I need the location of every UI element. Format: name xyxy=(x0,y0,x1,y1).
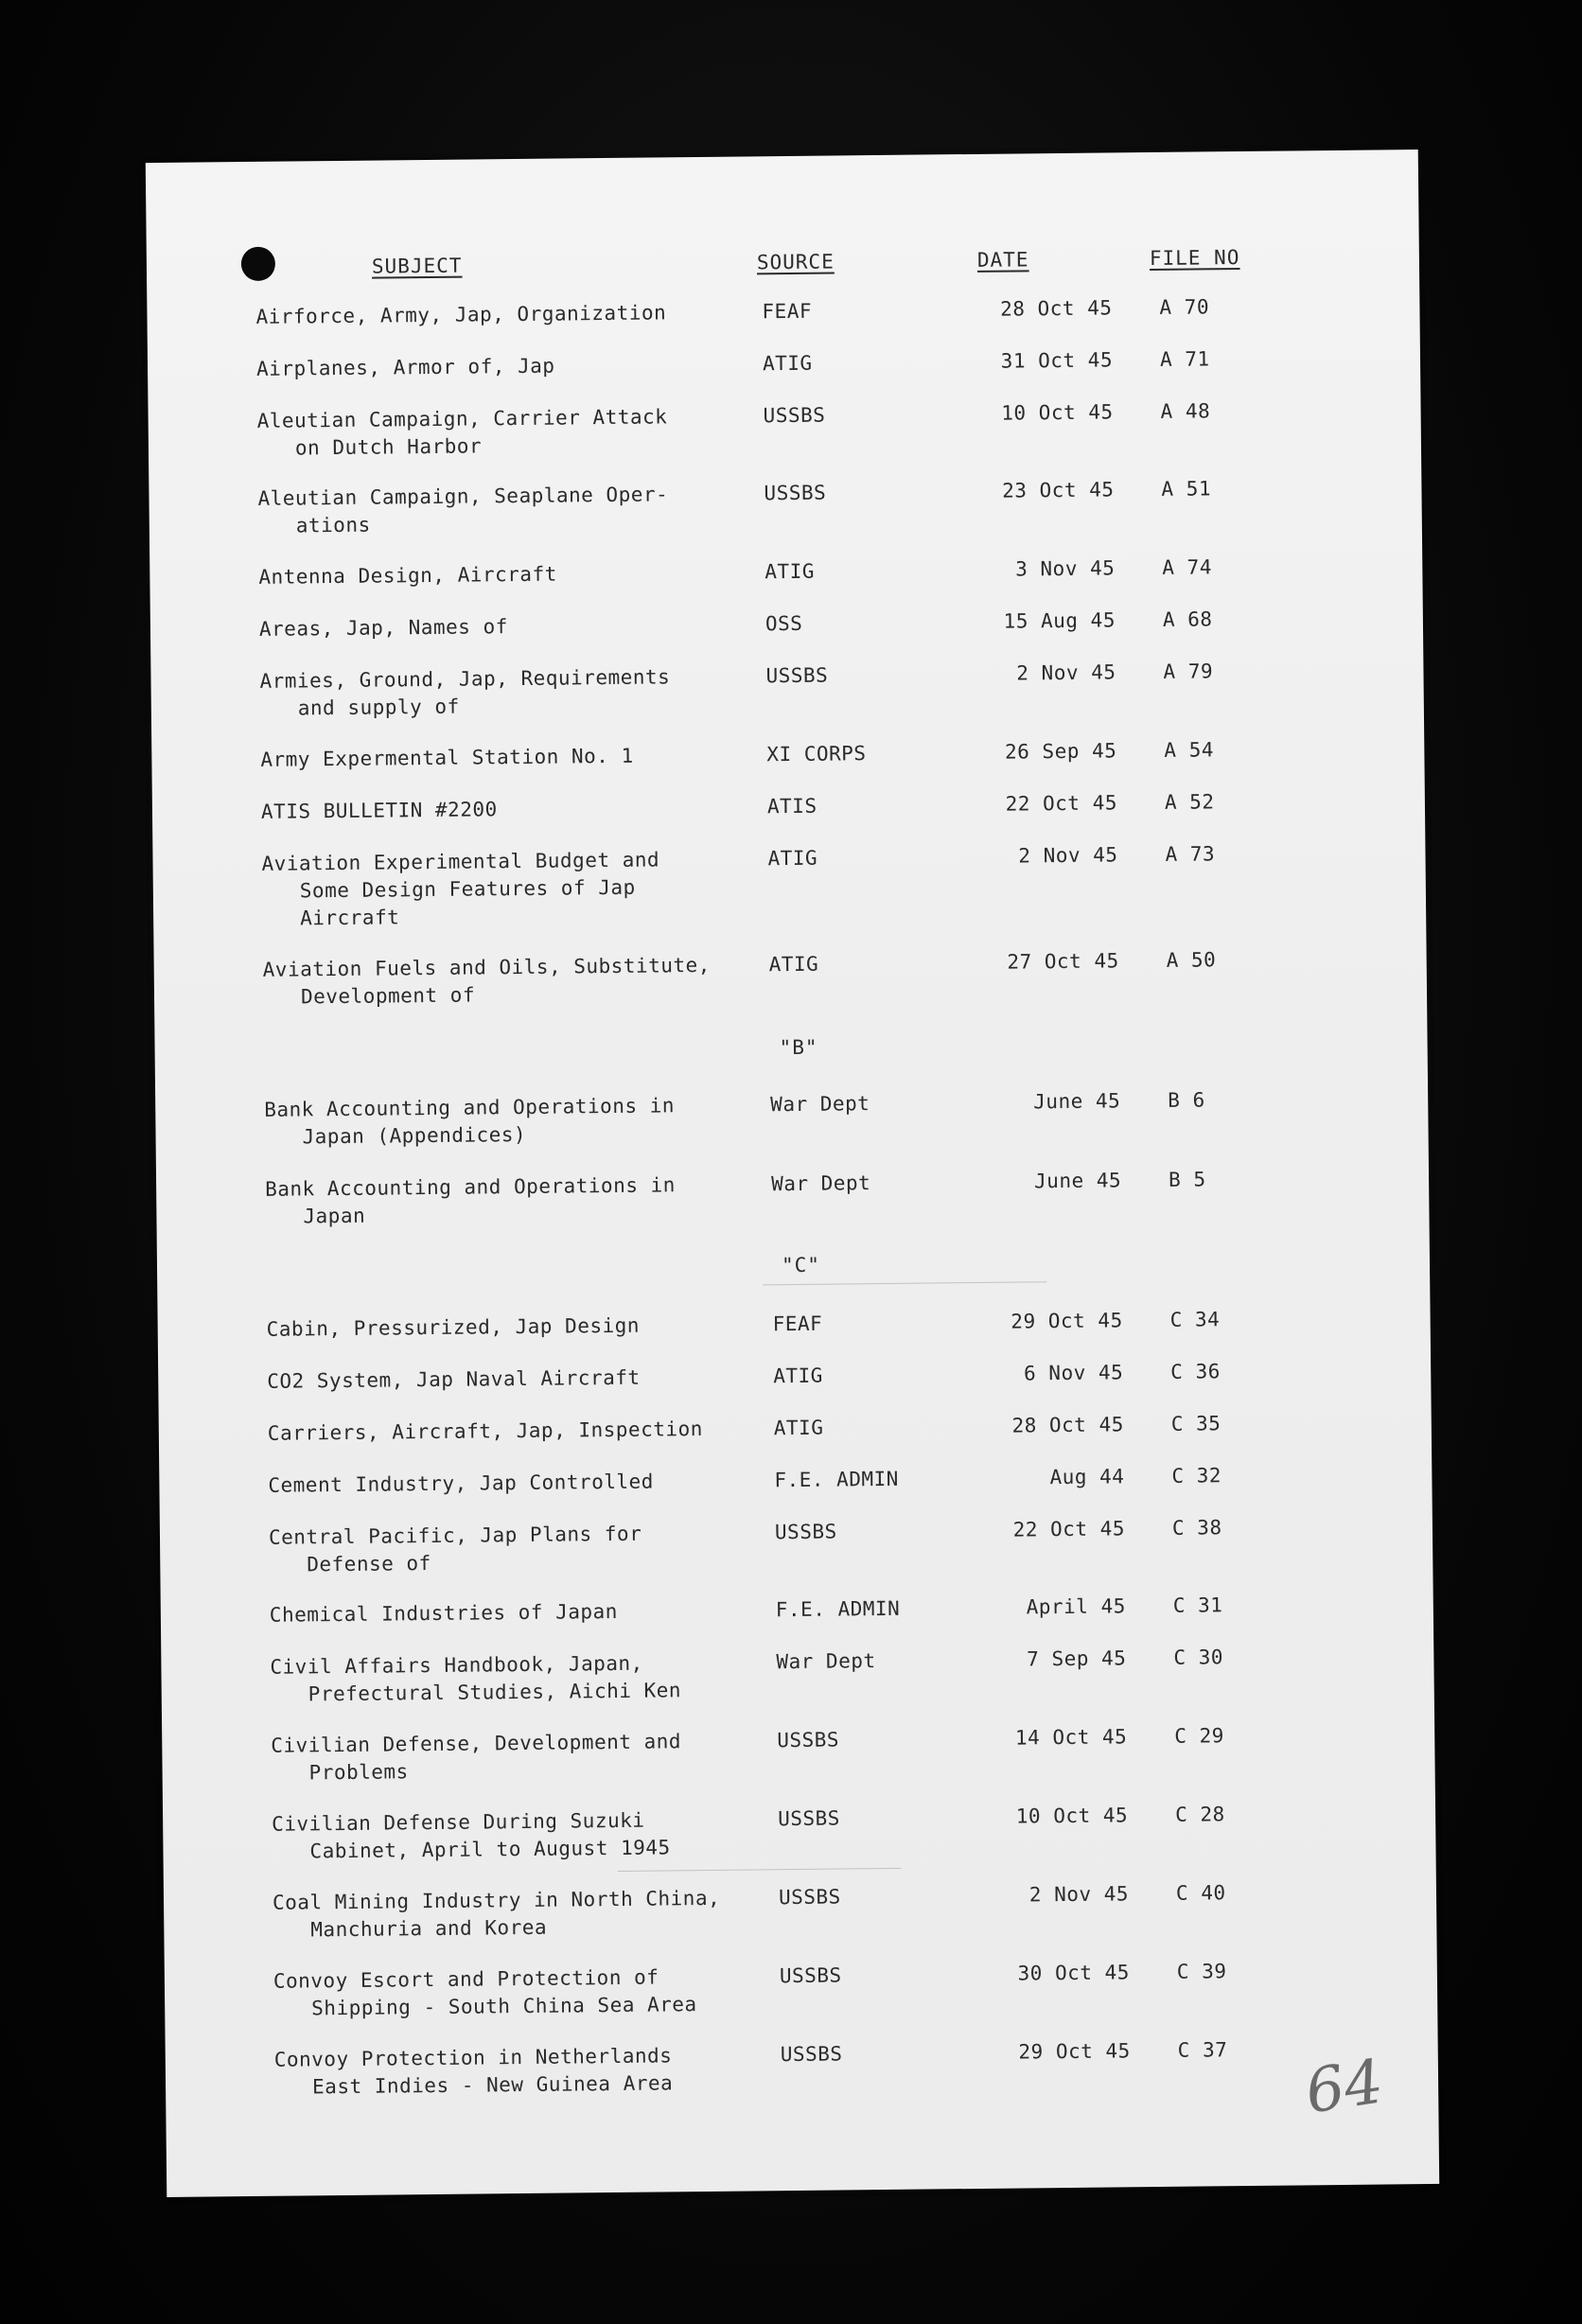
row-file-no: A 52 xyxy=(1164,790,1215,814)
row-file-no: B 5 xyxy=(1168,1168,1206,1191)
row-subject: Civilian Defense During Suzuki xyxy=(272,1808,645,1836)
row-source: ATIG xyxy=(767,846,818,871)
header-source: SOURCE xyxy=(756,250,835,274)
row-source: ATIG xyxy=(768,952,819,977)
row-file-no: C 38 xyxy=(1171,1516,1222,1540)
row-file-no: C 29 xyxy=(1174,1724,1224,1748)
row-source: XI CORPS xyxy=(766,742,867,766)
row-source: USSBS xyxy=(763,403,826,428)
row-date: 30 Oct 45 xyxy=(1017,1961,1130,1985)
table-row xyxy=(150,656,1423,720)
header-date: DATE xyxy=(976,248,1029,272)
table-row xyxy=(161,1642,1433,1706)
row-subject-continued: Some Design Features of Jap xyxy=(299,875,636,903)
row-subject: Convoy Escort and Protection of xyxy=(272,1965,659,1993)
row-file-no: C 32 xyxy=(1171,1464,1222,1488)
table-row xyxy=(165,1956,1437,2020)
row-date: 22 Oct 45 xyxy=(1012,1517,1126,1541)
table-row xyxy=(152,786,1425,823)
row-date: Aug 44 xyxy=(1049,1465,1125,1489)
row-date: 31 Oct 45 xyxy=(1000,348,1114,373)
row-source: USSBS xyxy=(778,1885,841,1910)
row-subject: Chemical Industries of Japan xyxy=(269,1599,618,1627)
row-file-no: A 71 xyxy=(1159,347,1210,371)
row-source: ATIG xyxy=(765,559,816,584)
table-row xyxy=(147,291,1419,328)
row-date: June 45 xyxy=(1033,1089,1121,1114)
table-row xyxy=(149,396,1421,460)
row-subject-continued: Manchuria and Korea xyxy=(310,1915,548,1942)
document-page xyxy=(146,150,1439,2197)
row-source: F.E. ADMIN xyxy=(775,1596,901,1622)
row-file-no: A 70 xyxy=(1159,295,1210,319)
table-row xyxy=(163,1799,1435,1863)
row-date: 2 Nov 45 xyxy=(1018,843,1118,868)
row-file-no: C 36 xyxy=(1170,1360,1221,1383)
row-date: 28 Oct 45 xyxy=(1000,296,1113,321)
row-source: USSBS xyxy=(777,1728,840,1752)
row-file-no: A 50 xyxy=(1166,948,1217,972)
row-date: 6 Nov 45 xyxy=(1023,1361,1124,1385)
row-subject: Areas, Jap, Names of xyxy=(258,615,508,641)
table-row xyxy=(158,1356,1431,1393)
row-file-no: A 79 xyxy=(1163,660,1214,683)
row-subject: Coal Mining Industry in North China, xyxy=(272,1886,721,1914)
row-subject: Aleutian Campaign, Seaplane Oper- xyxy=(257,483,669,510)
handwritten-page-number: 64 xyxy=(1301,2047,1388,2128)
row-subject-continued: Japan (Appendices) xyxy=(302,1122,527,1149)
table-row xyxy=(159,1408,1432,1445)
table-row xyxy=(162,1720,1434,1785)
row-file-no: C 34 xyxy=(1169,1308,1221,1331)
row-subject-continued: Prefectural Studies, Aichi Ken xyxy=(308,1679,682,1706)
row-source: FEAF xyxy=(772,1312,823,1336)
table-row xyxy=(154,944,1427,1009)
row-date: 2 Nov 45 xyxy=(1028,1882,1130,1907)
row-subject: Convoy Protection in Netherlands xyxy=(273,2044,673,2071)
row-date: 28 Oct 45 xyxy=(1011,1413,1124,1437)
row-subject: Army Expermental Station No. 1 xyxy=(260,744,634,771)
row-file-no: A 51 xyxy=(1161,477,1212,501)
row-subject-continued: East Indies - New Guinea Area xyxy=(311,2071,674,2099)
row-date: 2 Nov 45 xyxy=(1016,660,1116,685)
row-file-no: C 37 xyxy=(1177,2038,1228,2062)
row-date: 10 Oct 45 xyxy=(1015,1804,1129,1828)
table-row xyxy=(164,1877,1436,1942)
row-source: USSBS xyxy=(774,1520,837,1544)
row-subject: Cabin, Pressurized, Jap Design xyxy=(266,1313,641,1341)
row-subject-continued: Shipping - South China Sea Area xyxy=(311,1993,697,2020)
row-source: USSBS xyxy=(778,1806,840,1831)
row-file-no: C 30 xyxy=(1173,1646,1224,1669)
row-subject-continued: Japan xyxy=(303,1204,366,1228)
table-row xyxy=(158,1304,1431,1341)
row-source: War Dept xyxy=(770,1171,871,1196)
row-source: USSBS xyxy=(765,663,829,688)
table-row xyxy=(152,838,1425,930)
row-subject: Aleutian Campaign, Carrier Attack xyxy=(256,405,668,432)
row-subject-continued: Aircraft xyxy=(300,906,400,930)
scan-artifact-line xyxy=(763,1281,1046,1285)
row-subject-continued: Cabinet, April to August 1945 xyxy=(309,1836,671,1863)
section-marker-c: "C" xyxy=(781,1253,821,1277)
row-subject: Aviation Fuels and Oils, Substitute, xyxy=(262,953,711,981)
row-file-no: A 68 xyxy=(1162,607,1213,631)
row-date: 22 Oct 45 xyxy=(1005,791,1118,816)
table-row xyxy=(151,734,1424,771)
header-subject: SUBJECT xyxy=(371,254,463,278)
row-subject-continued: and supply of xyxy=(297,695,460,720)
column-headers xyxy=(147,244,1419,295)
row-source: War Dept xyxy=(776,1649,876,1674)
row-source: USSBS xyxy=(764,481,827,505)
row-subject-continued: on Dutch Harbor xyxy=(294,434,483,460)
row-date: 3 Nov 45 xyxy=(1015,556,1116,581)
row-file-no: C 39 xyxy=(1176,1960,1227,1983)
row-subject: ATIS BULLETIN #2200 xyxy=(260,798,498,823)
table-row xyxy=(155,1084,1428,1149)
row-date: 14 Oct 45 xyxy=(1014,1725,1128,1750)
row-date: 23 Oct 45 xyxy=(1002,478,1115,502)
row-file-no: A 54 xyxy=(1164,738,1215,762)
scan-artifact-line xyxy=(618,1868,902,1872)
row-file-no: B 6 xyxy=(1168,1088,1205,1112)
table-row xyxy=(160,1512,1433,1576)
row-source: USSBS xyxy=(779,1963,842,1988)
row-file-no: C 28 xyxy=(1174,1803,1225,1826)
row-source: USSBS xyxy=(780,2042,843,2067)
row-subject-continued: Development of xyxy=(300,983,476,1009)
row-date: 29 Oct 45 xyxy=(1018,2039,1131,2064)
row-source: ATIG xyxy=(773,1364,823,1388)
table-row xyxy=(148,343,1420,380)
table-row xyxy=(156,1164,1429,1228)
row-source: War Dept xyxy=(770,1092,870,1117)
row-date: 29 Oct 45 xyxy=(1011,1309,1123,1333)
row-file-no: A 74 xyxy=(1162,555,1213,579)
table-row xyxy=(161,1590,1433,1627)
row-subject-continued: Problems xyxy=(308,1760,409,1785)
row-subject: Aviation Experimental Budget and xyxy=(261,848,660,875)
row-subject-continued: Defense of xyxy=(307,1552,431,1576)
row-subject-continued: ations xyxy=(295,513,371,537)
table-row xyxy=(149,552,1422,589)
table-row xyxy=(149,473,1421,537)
row-date: 7 Sep 45 xyxy=(1027,1646,1127,1671)
table-row xyxy=(150,604,1423,641)
row-date: April 45 xyxy=(1026,1594,1126,1619)
row-date: 15 Aug 45 xyxy=(1003,608,1116,633)
row-subject: Armies, Ground, Jap, Requirements xyxy=(259,665,671,693)
row-source: ATIG xyxy=(773,1416,824,1440)
row-date: 10 Oct 45 xyxy=(1001,400,1114,425)
row-file-no: A 73 xyxy=(1165,842,1216,866)
row-file-no: C 35 xyxy=(1170,1412,1222,1435)
header-file-no: FILE NO xyxy=(1149,245,1240,270)
row-source: ATIS xyxy=(766,794,817,819)
row-source: ATIG xyxy=(762,351,813,376)
row-date: 27 Oct 45 xyxy=(1007,949,1119,974)
table-row xyxy=(159,1460,1432,1497)
row-subject: Bank Accounting and Operations in xyxy=(265,1173,676,1201)
row-subject: Cement Industry, Jap Controlled xyxy=(268,1470,654,1497)
row-source: OSS xyxy=(765,611,803,636)
row-subject: CO2 System, Jap Naval Aircraft xyxy=(267,1365,641,1393)
row-source: F.E. ADMIN xyxy=(774,1467,899,1492)
row-subject: Bank Accounting and Operations in xyxy=(264,1094,676,1121)
row-source: FEAF xyxy=(762,299,813,324)
row-subject: Airforce, Army, Jap, Organization xyxy=(255,301,667,328)
row-subject: Antenna Design, Aircraft xyxy=(258,562,557,589)
row-file-no: C 40 xyxy=(1175,1881,1226,1905)
row-subject: Civilian Defense, Development and xyxy=(271,1730,682,1757)
row-subject: Carriers, Aircraft, Jap, Inspection xyxy=(267,1417,703,1445)
row-date: June 45 xyxy=(1033,1169,1122,1193)
row-subject: Civil Affairs Handbook, Japan, xyxy=(270,1651,643,1679)
row-subject: Airplanes, Armor of, Jap xyxy=(255,354,555,380)
row-file-no: A 48 xyxy=(1160,399,1211,423)
row-file-no: C 31 xyxy=(1172,1593,1223,1617)
row-date: 26 Sep 45 xyxy=(1004,739,1117,764)
row-subject: Central Pacific, Jap Plans for xyxy=(268,1522,642,1549)
section-marker-b: "B" xyxy=(779,1035,818,1060)
